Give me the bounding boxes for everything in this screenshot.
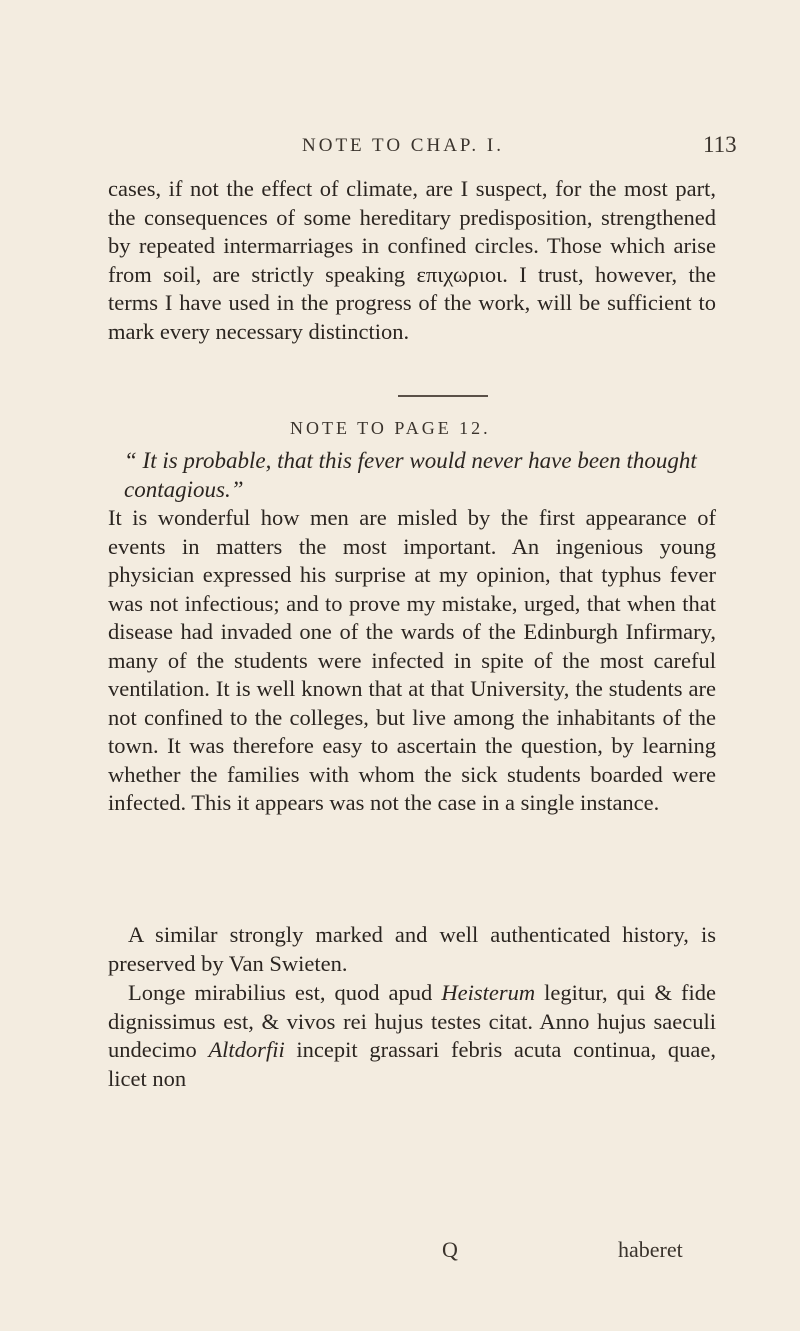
paragraph-main: It is wonderful how men are misled by the first appearance of events in matters the most important. An ingenious young physician expressed his surprise at my opinion, that typhus fever was not infectious; and to prove my mistake, urged, that when that disease had invaded one of the wards of the Edinburgh Infirmary, many of the students were infected in spite of the most careful ventilation. It is well known that at that University, the students are not confined to the colleges, but live among the inhabitants of the town. It was therefore easy to ascertain the question, by learning whether the families with whom the sick students boarded were infected. This it appears was not the case in a single instance.: [108, 505, 716, 815]
paragraph-latin: [108, 979, 716, 1093]
paragraph-van-swieten: A similar strongly marked and well authenticated history, is preserved by Van Swieten.: [108, 922, 716, 976]
section-divider: [398, 395, 488, 397]
quoted-passage: “ It is probable, that this fever would never have been thought contagious.”: [124, 448, 697, 502]
note-heading: NOTE TO PAGE 12.: [290, 418, 491, 438]
page-number: 113: [703, 132, 737, 157]
latin-text-c: incepit grassari febris acuta continua, quae, licet non: [108, 1037, 716, 1091]
page-header: [0, 132, 800, 165]
catchword: haberet: [618, 1237, 683, 1262]
name-heisterum: Heisterum: [441, 980, 536, 1005]
page-footer: [0, 1237, 800, 1267]
paragraph-continuation: cases, if not the effect of climate, are I suspect, for the most part, the consequences of some hereditary predisposition, strengthened by repeated intermarriages in confined circles. Those which arise from soil, are strictly speaking επιχωριοι. I trust, however, the terms I have used in the progress of the work, will be sufficient to mark every necessary distinction.: [108, 176, 716, 344]
signature-mark: Q: [442, 1237, 458, 1262]
name-altdorfii: Altdorfii: [208, 1037, 285, 1062]
latin-text-a: Longe mirabilius est, quod apud: [128, 980, 442, 1005]
latin-text-b: legitur, qui & fide dignissimus est, & vivos rei hujus testes citat. Anno hujus saeculi undecimo: [108, 980, 716, 1062]
running-head: NOTE TO CHAP. I.: [302, 135, 504, 156]
